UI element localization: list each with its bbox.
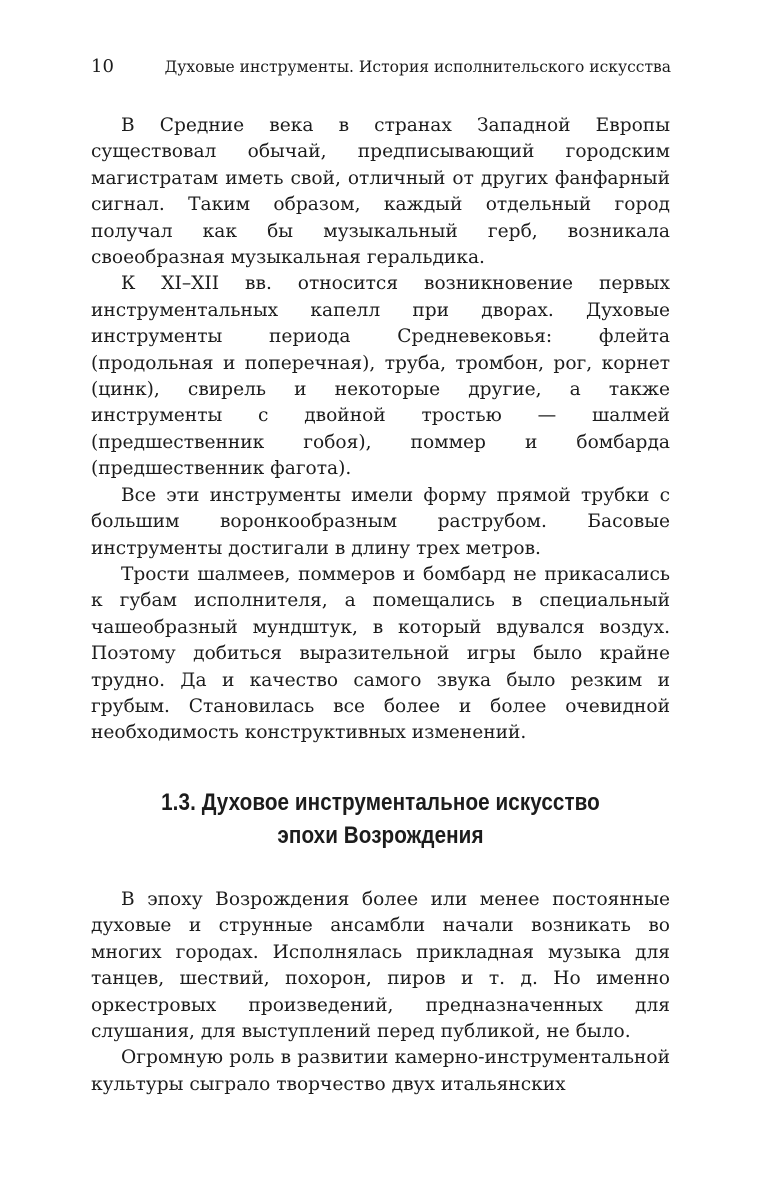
section-heading	[132, 786, 630, 852]
paragraph: В эпоху Возрождения более или менее постоянные духовые и струнные ансамбли начали возникать во многих городах. Исполнялась прикладная музыка для танцев, шествий, похорон, пиров и т. д. Но именно оркестровых произведений, предназначенных для слушания, для выступлений перед публикой, не было.	[91, 889, 670, 1043]
paragraph: К XI–XII вв. относится возникновение первых инструментальных капелл при дворах. Духовые инструменты периода Средневековья: флейта (продольная и поперечная), труба, тромбон, рог, корнет (цинк), свирель и некоторые другие, а также инструменты с двойной тростью — шалмей (предшественник гобоя), поммер и бомбарда (предшественник фагота).	[91, 273, 670, 480]
paragraph: Все эти инструменты имели форму прямой трубки с большим воронкообразным раструбом. Басовые инструменты достигали в длину трех метров.	[91, 484, 670, 559]
paragraph: Трости шалмеев, поммеров и бомбард не прикасались к губам исполнителя, а помещались в специальный чашеобразный мундштук, в который вдувался воздух. Поэтому добиться выразительной игры было крайне трудно. Да и качество самого звука было резким и грубым. Становилась все более и более очевидной необходимость конструктивных изменений.	[91, 563, 670, 744]
paragraph: Огромную роль в развитии камерно-инструментальной культуры сыграло творчество двух итальянских	[91, 1047, 670, 1095]
body-text-before-section	[91, 113, 670, 747]
section-heading-line-1: 1.3. Духовое инструментальное искусство	[161, 789, 600, 816]
running-head	[91, 54, 671, 80]
paragraph: В Средние века в странах Западной Европы существовал обычай, предписывающий городским магистратам иметь свой, отличный от других фанфарный сигнал. Таким образом, каждый отдельный город получал как бы музыкальный герб, возникала своеобразная музыкальная геральдика.	[91, 115, 670, 269]
page-number: 10	[91, 56, 114, 77]
section-heading-line-2: эпохи Возрождения	[277, 822, 484, 849]
running-title: Духовые инструменты. История исполнительского искусства	[164, 58, 671, 76]
body-text-after-section	[91, 887, 670, 1098]
